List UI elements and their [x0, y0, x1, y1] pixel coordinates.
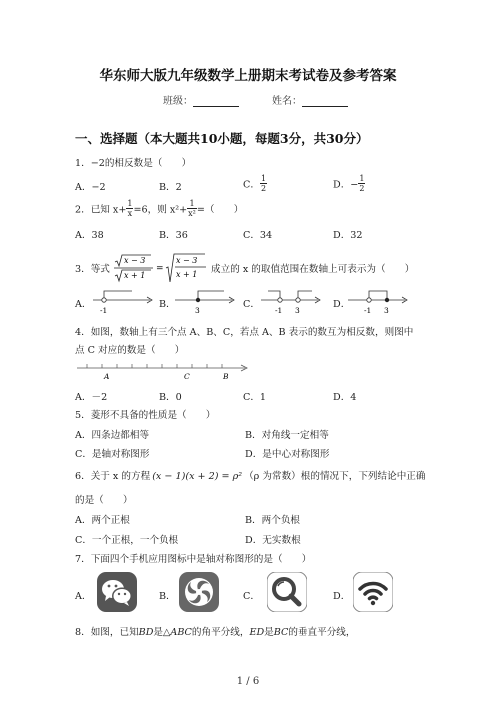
q3-number-line-d: [345, 286, 409, 316]
svg-text:3: 3: [384, 306, 389, 315]
svg-text:-1: -1: [275, 306, 283, 315]
question-6-line-2: 的是（ ）: [75, 495, 133, 506]
svg-text:3: 3: [195, 306, 200, 315]
svg-text:C: C: [184, 372, 190, 381]
q4-option-c: C．1: [243, 392, 267, 403]
class-blank: [193, 96, 239, 107]
q6-option-a: A．两个正根: [75, 515, 130, 526]
q4-option-b: B．0: [159, 392, 182, 403]
q7-option-b: B．: [159, 591, 176, 602]
name-label: 姓名：: [272, 96, 302, 107]
svg-text:x + 1: x + 1: [123, 271, 146, 280]
q3-option-b: B．: [159, 299, 176, 310]
name-blank: [302, 96, 348, 107]
svg-text:-1: -1: [100, 306, 108, 315]
radical-equation: [113, 253, 208, 283]
svg-text:x − 3: x − 3: [175, 256, 198, 265]
q6-equation: (x − 1)(x + 2) = ρ²: [152, 471, 243, 482]
q3-number-line-c: [258, 286, 322, 316]
q6-option-c: C．一个正根，一个负根: [75, 535, 179, 546]
svg-text:-1: -1: [364, 306, 372, 315]
question-3: 3．等式 x − 3 x + 1 = x − 3 x + 1 成立的 x 的取值范围在数轴上可表示为（ ）: [75, 253, 414, 283]
svg-text:=: =: [155, 264, 164, 274]
search-app-icon: [267, 572, 307, 612]
q3-number-line-a: [90, 286, 154, 316]
q2-option-b: B．36: [159, 230, 188, 241]
q2-option-c: C．34: [243, 230, 273, 241]
q7-option-c: C．: [243, 591, 260, 602]
q2-option-a: A．38: [75, 230, 104, 241]
page-title: 华东师大版九年级数学上册期末考试卷及参考答案: [99, 68, 397, 84]
wechat-app-icon: [97, 572, 137, 612]
question-2: 2．已知 x+ $\frac{1}{x}$ =6，则 x²+ $\frac{1}{\text{x²}}$ =（ ）: [75, 199, 244, 218]
q5-option-a: A．四条边都相等: [75, 430, 150, 441]
section-heading: 一、选择题（本大题共10小题，每题3分，共30分）: [75, 131, 369, 146]
svg-text:A: A: [104, 372, 110, 381]
class-label: 班级：: [163, 96, 193, 107]
question-5: 5．菱形不具备的性质是（ ）: [75, 410, 216, 421]
q6-option-b: B．两个负根: [245, 515, 301, 526]
question-4-line-1: 4．如图，数轴上有三个点 A、B、C，若点 A、B 表示的数互为相反数，则图中: [75, 327, 414, 338]
page-number: 1 / 6: [236, 676, 260, 687]
q3-option-d: D．: [333, 299, 351, 310]
wifi-app-icon: [353, 572, 393, 612]
q5-option-d: D．是中心对称图形: [245, 449, 330, 460]
q1-option-d: D．− $\frac{1}{2}$: [333, 174, 365, 193]
q4-option-a: A．－2: [75, 392, 108, 403]
question-8: 8．如图，已知BD是△ABC的角平分线，ED是BC的垂直平分线，: [75, 627, 356, 638]
q3-number-line-b: [172, 286, 236, 316]
q1-option-c: C． $\frac{1}{2}$: [243, 174, 267, 193]
q6-option-d: D．无实数根: [245, 535, 301, 546]
q1-option-b: B．2: [159, 182, 182, 193]
q4-number-line: [75, 360, 255, 386]
question-4-line-2: 点 C 对应的数是（ ）: [75, 345, 185, 356]
q5-option-b: B．对角线一定相等: [245, 430, 329, 441]
q4-option-d: D．4: [333, 392, 357, 403]
question-6-line-1: 6．关于 x 的方程 (x − 1)(x + 2) = ρ² （ρ 为常数）根的情况下，下列结论中正确: [75, 471, 426, 482]
question-1: 1．−2的相反数是（ ）: [75, 158, 192, 169]
name-field: [272, 92, 348, 107]
q3-option-c: C．: [243, 299, 260, 310]
svg-text:x + 1: x + 1: [175, 270, 198, 279]
q2-option-d: D．32: [333, 230, 363, 241]
class-field: [163, 92, 239, 107]
q5-option-c: C．是轴对称图形: [75, 449, 150, 460]
svg-text:B: B: [223, 372, 229, 381]
svg-text:3: 3: [295, 306, 300, 315]
swirl-app-icon: [179, 572, 219, 612]
q7-option-a: A．: [75, 591, 92, 602]
q1-option-a: A．−2: [75, 182, 106, 193]
question-7: 7．下面四个手机应用图标中是轴对称图形的是（ ）: [75, 554, 312, 565]
q7-option-d: D．: [333, 591, 351, 602]
svg-text:x − 3: x − 3: [123, 256, 146, 265]
q3-option-a: A．: [75, 299, 92, 310]
